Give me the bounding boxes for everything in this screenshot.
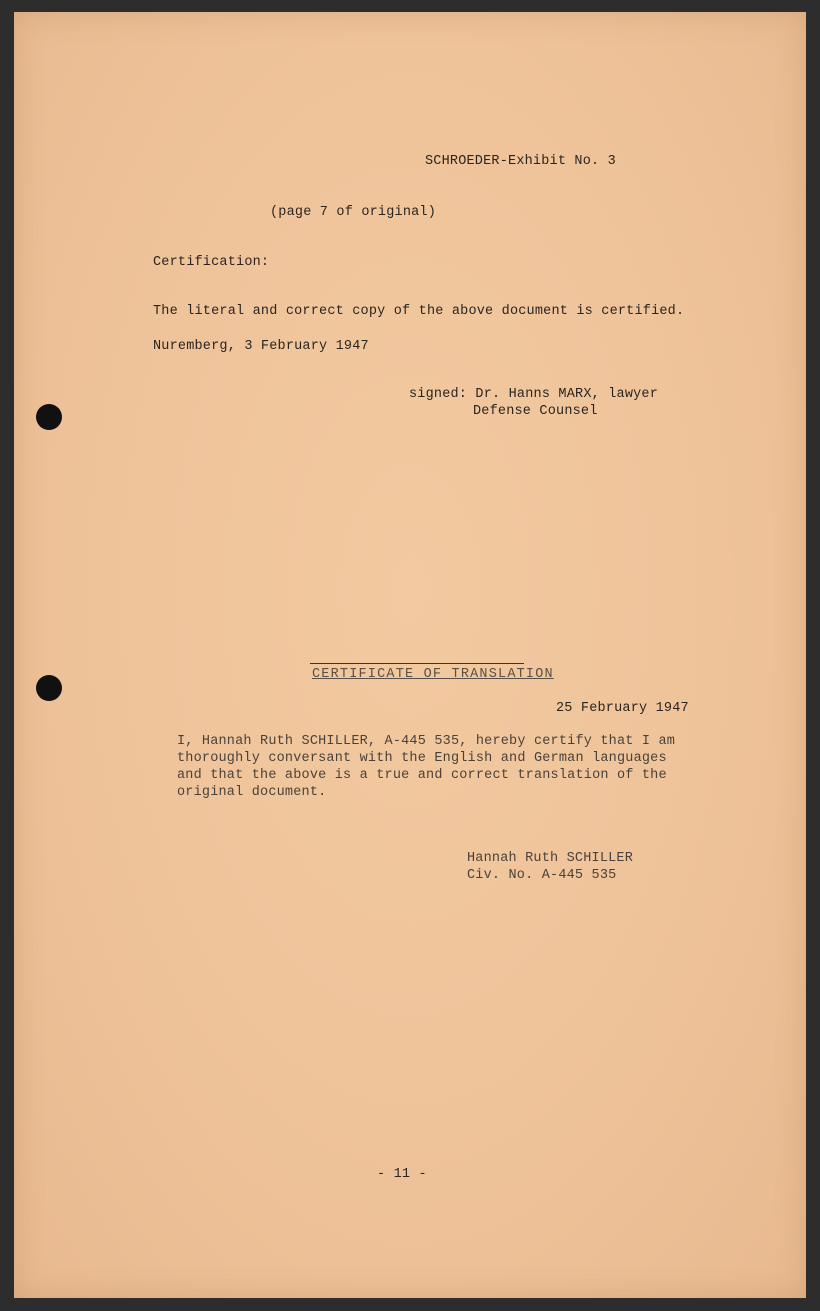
certification-statement: The literal and correct copy of the above document is certified.	[153, 304, 685, 319]
translation-body-line-4: original document.	[177, 785, 327, 800]
heading-overline	[310, 663, 524, 664]
translation-date: 25 February 1947	[556, 701, 689, 716]
punch-hole-lower	[36, 675, 62, 701]
signed-role: Defense Counsel	[473, 404, 598, 419]
punch-hole-upper	[36, 404, 62, 430]
exhibit-label: SCHROEDER-Exhibit No. 3	[425, 154, 616, 169]
translation-body-line-1: I, Hannah Ruth SCHILLER, A-445 535, hereby certify that I am	[177, 734, 676, 749]
page-number: - 11 -	[377, 1167, 427, 1182]
signer-name: Hannah Ruth SCHILLER	[467, 851, 634, 866]
certification-place-date: Nuremberg, 3 February 1947	[153, 339, 369, 354]
document-page	[14, 12, 806, 1298]
page-reference: (page 7 of original)	[270, 205, 437, 220]
certification-label: Certification:	[153, 255, 270, 270]
translation-heading: CERTIFICATE OF TRANSLATION	[312, 667, 554, 682]
signer-civ-number: Civ. No. A-445 535	[467, 868, 617, 883]
translation-body-line-3: and that the above is a true and correct translation of the	[177, 768, 667, 783]
translation-body-line-2: thoroughly conversant with the English and German languages	[177, 751, 667, 766]
signed-line: signed: Dr. Hanns MARX, lawyer	[409, 387, 659, 402]
